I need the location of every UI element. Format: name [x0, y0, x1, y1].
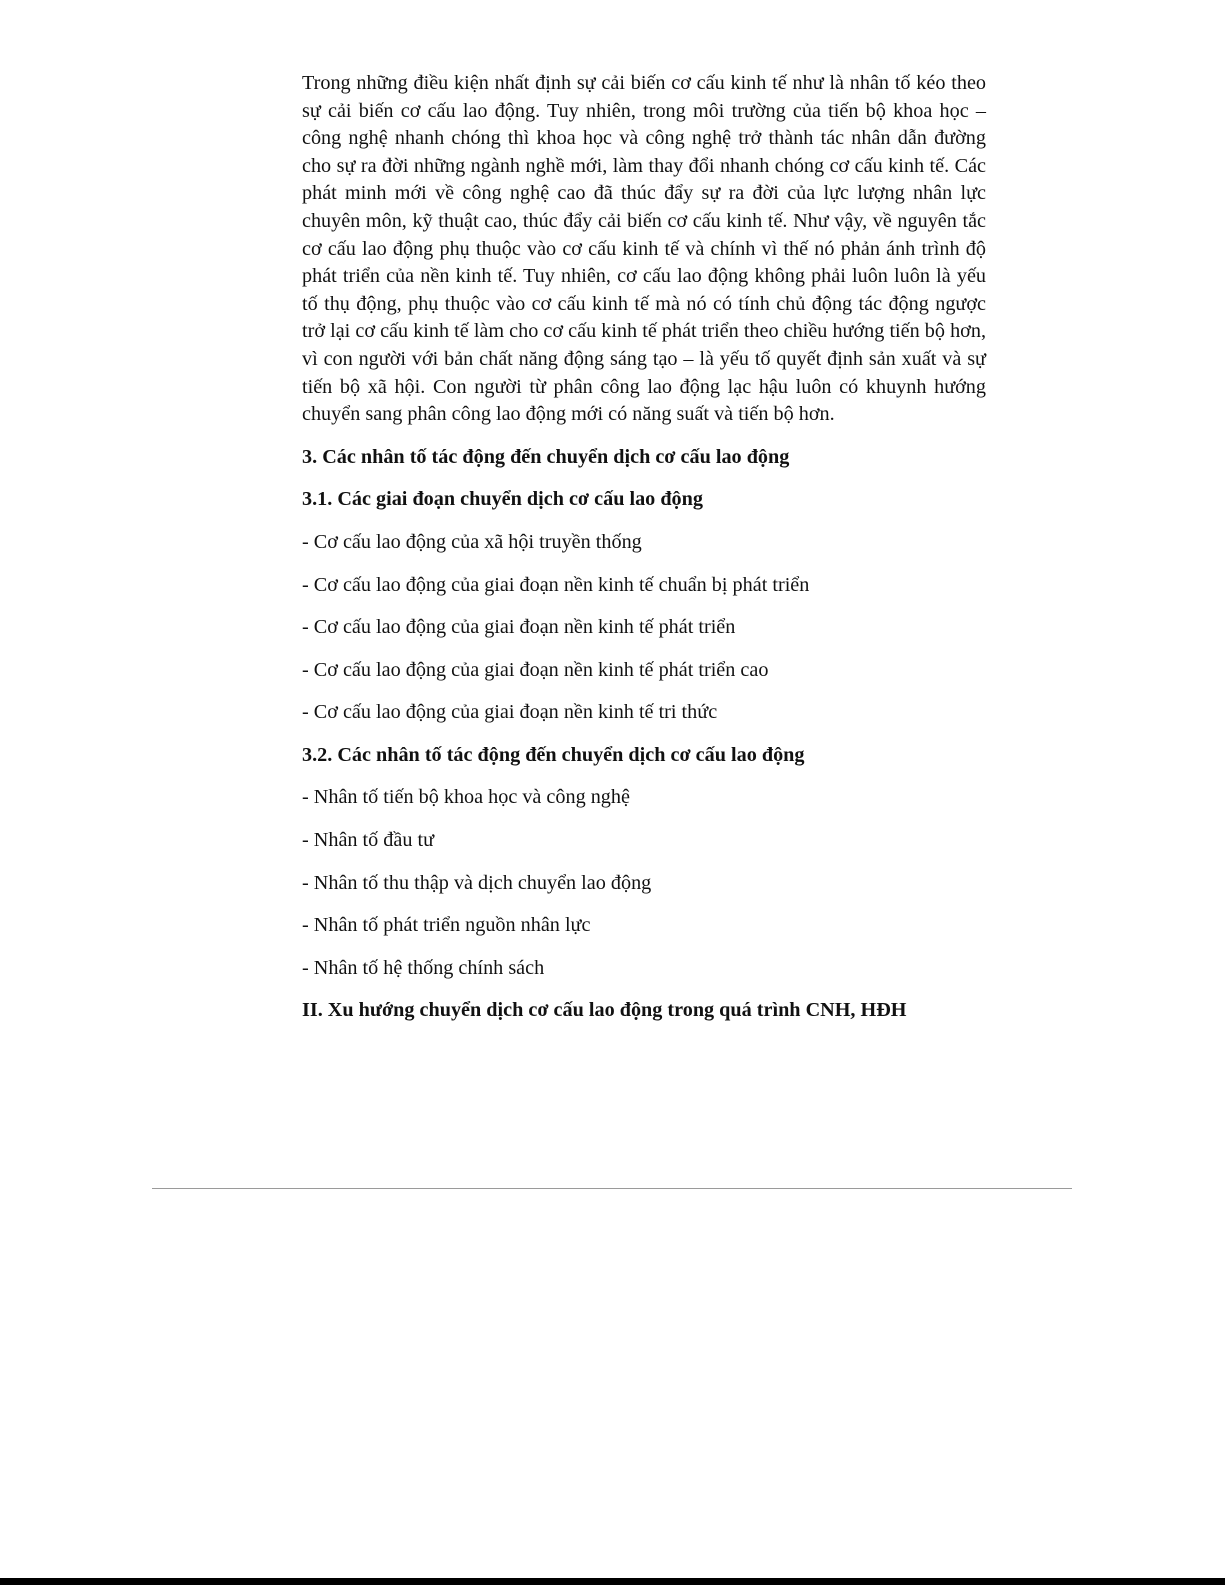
- factor-item: - Nhân tố tiến bộ khoa học và công nghệ: [302, 786, 630, 809]
- section-3-2-heading: 3.2. Các nhân tố tác động đến chuyển dịch cơ cấu lao động: [302, 743, 805, 766]
- factor-item: - Nhân tố hệ thống chính sách: [302, 956, 545, 979]
- stage-item: - Cơ cấu lao động của giai đoạn nền kinh tế chuẩn bị phát triển: [302, 573, 810, 596]
- document-body: [302, 70, 986, 1025]
- page-bottom-edge: [0, 1578, 1225, 1585]
- section-ii-heading: II. Xu hướng chuyển dịch cơ cấu lao động trong quá trình CNH, HĐH: [302, 999, 907, 1022]
- stage-item: - Cơ cấu lao động của xã hội truyền thống: [302, 530, 642, 553]
- stage-item: - Cơ cấu lao động của giai đoạn nền kinh tế phát triển cao: [302, 658, 769, 681]
- factor-item: - Nhân tố thu thập và dịch chuyển lao động: [302, 871, 652, 894]
- section-3-heading: 3. Các nhân tố tác động đến chuyển dịch cơ cấu lao động: [302, 445, 790, 468]
- body-paragraph: Trong những điều kiện nhất định sự cải biến cơ cấu kinh tế như là nhân tố kéo theo sự cải biến cơ cấu lao động. Tuy nhiên, trong môi trường của tiến bộ khoa học – công nghệ nhanh chóng thì khoa học và công nghệ trở thành tác nhân dẫn đường cho sự ra đời những ngành nghề mới, làm thay đổi nhanh chóng cơ cấu kinh tế. Các phát minh mới về công nghệ cao đã thúc đẩy sự ra đời của lực lượng nhân lực chuyên môn, kỹ thuật cao, thúc đẩy cải biến cơ cấu kinh tế. Như vậy, về nguyên tắc cơ cấu lao động phụ thuộc vào cơ cấu kinh tế và chính vì thế nó phản ánh trình độ phát triển của nền kinh tế. Tuy nhiên, cơ cấu lao động không phải luôn luôn là yếu tố thụ động, phụ thuộc vào cơ cấu kinh tế mà nó có tính chủ động tác động ngược trở lại cơ cấu kinh tế làm cho cơ cấu kinh tế phát triển theo chiều hướng tiến bộ hơn, vì con người với bản chất năng động sáng tạo – là yếu tố quyết định sản xuất và sự tiến bộ xã hội. Con người từ phân công lao động lạc hậu luôn có khuynh hướng chuyển sang phân công lao động mới có năng suất và tiến bộ hơn.: [302, 72, 986, 426]
- footer-divider: [152, 1188, 1072, 1189]
- stage-item: - Cơ cấu lao động của giai đoạn nền kinh tế tri thức: [302, 701, 718, 724]
- factor-item: - Nhân tố đầu tư: [302, 829, 435, 852]
- section-3-1-heading: 3.1. Các giai đoạn chuyển dịch cơ cấu lao động: [302, 488, 703, 511]
- stage-item: - Cơ cấu lao động của giai đoạn nền kinh tế phát triển: [302, 616, 736, 639]
- factor-item: - Nhân tố phát triển nguồn nhân lực: [302, 914, 591, 937]
